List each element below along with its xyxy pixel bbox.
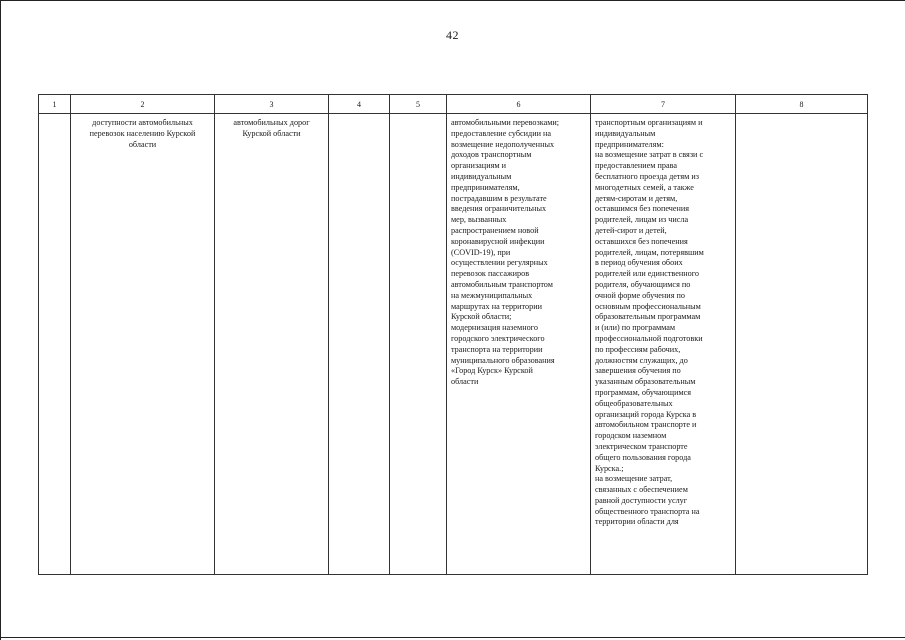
page-number: 42 (446, 28, 459, 42)
cell-col-6 (447, 114, 591, 575)
cell-col-1-text (39, 114, 70, 118)
scan-border-left (0, 0, 1, 640)
header-col-3: 3 (215, 95, 329, 114)
cell-col-2-text: доступности автомобильных перевозок населению Курской области (89, 118, 196, 149)
scan-border-top (0, 0, 905, 1)
header-col-5: 5 (390, 95, 447, 114)
cell-col-5 (390, 114, 447, 575)
cell-col-7-text: транспортным организациям и индивидуальным предпринимателям: на возмещение затрат в связи с предоставлением права бесплатного проезда детям из многодетных семей, а также детям-сиротам и детям, оставшимся без попечения родителей, лицам из числа детей-сирот и детей, оставшихся без попечения родителей, лицам, потерявшим в период обучения обоих родителей или единственного родителя, обучающимся по очной форме обучения по основным профессиональным образовательным программам и (или) по программам профессиональной подготовки по профессиям рабочих, должностям служащих, до завершения обучения по указанным образовательным программам, обучающимся общеобразовательных организаций города Курска в автомобильном транспорте и городском наземном электрическом транспорте общего пользования города Курска.; на возмещение затрат, связанных с обеспечением равной доступности услуг общественного транспорта на территории области для (595, 118, 704, 527)
header-row (39, 95, 868, 114)
cell-col-6-text: автомобильными перевозками; предоставление субсидии на возмещение недополученных доходов транспортным организациям и индивидуальным предпринимателям, пострадавшим в результате введения ограничительных мер, вызванных распространением новой коронавирусной инфекции (COVID-19), при осуществлении регулярных перевозок пассажиров автомобильным транспортом на межмуниципальных маршрутах на территории Курской области; модернизация наземного городского электрического транспорта на территории муниципального образования «Город Курск» Курской области (451, 118, 560, 387)
cell-col-8 (736, 114, 868, 575)
cell-col-8-text (736, 114, 867, 118)
cell-col-4-text (329, 114, 389, 118)
cell-col-5-text (390, 114, 446, 118)
cell-col-4 (329, 114, 390, 575)
scan-border-bottom (0, 637, 905, 638)
header-col-6: 6 (447, 95, 591, 114)
header-col-2: 2 (71, 95, 215, 114)
cell-col-2 (71, 114, 215, 575)
header-col-7: 7 (591, 95, 736, 114)
cell-col-3-text: автомобильных дорог Курской области (233, 118, 310, 138)
header-col-4: 4 (329, 95, 390, 114)
header-col-8: 8 (736, 95, 868, 114)
document-table (38, 94, 868, 575)
cell-col-1 (39, 114, 71, 575)
cell-col-7 (591, 114, 736, 575)
header-col-1: 1 (39, 95, 71, 114)
cell-col-3 (215, 114, 329, 575)
table-row (39, 114, 868, 575)
